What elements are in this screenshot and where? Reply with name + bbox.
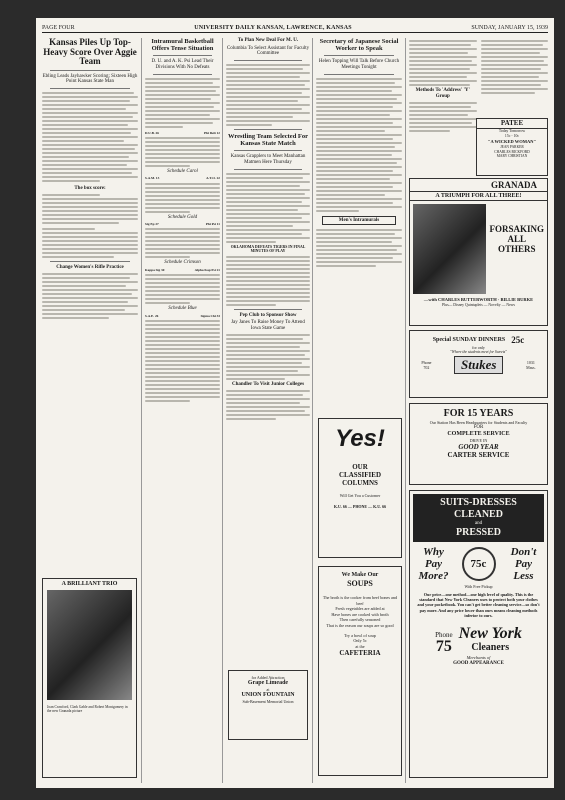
rifle-article [42, 273, 138, 319]
game-header [145, 222, 220, 226]
division-label: Schedule Crimson [164, 260, 201, 266]
cleaners-suits: SUITS-DRESSES [440, 497, 517, 508]
sunday-dinners-price: 25c [511, 335, 525, 345]
patee-star: JEAN PARKER [500, 145, 524, 149]
cleaners-phone-number: 75 [435, 638, 452, 656]
deck-japanese: Helen Topping Will Talk Before Church Meetings Tonight [318, 59, 400, 70]
cleaners-and: and [474, 521, 483, 526]
article-body [42, 92, 138, 182]
ad-line: at the [355, 643, 365, 649]
sub-headline-rifle: Change Women's Rifle Practice [56, 264, 124, 270]
ad-line: Only 5c [353, 638, 367, 644]
patee-feature: "A WICKED WOMAN" [487, 139, 537, 144]
trio-caption: Joan Crawford, Clark Gable and Robert Montgomery in the new Granada picture [47, 705, 128, 714]
ad-line: OUR [352, 463, 368, 471]
grape-limeade-ad [228, 670, 308, 740]
ad-line: Then carefully seasoned [339, 617, 381, 623]
granada-cast: —with CHARLES BUTTERWORTH · BILLIE BURKE [423, 297, 534, 302]
classified-ad [318, 418, 402, 558]
cleaners-name-2: Cleaners [471, 642, 510, 654]
page-number: PAGE FOUR [42, 24, 75, 31]
newspaper-page [36, 18, 554, 788]
ad-line: UNION FOUNTAIN [241, 692, 295, 698]
patee-star: MARY CHRISTIAN [496, 154, 528, 158]
ad-line: Try a bowl of soup [344, 632, 376, 638]
ad-line: We Make Our [341, 572, 379, 578]
granada-name: GRANADA [491, 180, 537, 190]
box-score-label: The box score: [74, 186, 106, 192]
ad-line: The broth is the cooker from beef bones and beef [322, 595, 398, 606]
sunday-dinners-for: for only [472, 345, 485, 350]
column-rule [222, 38, 223, 783]
ad-line: That is the reason our soups are so good [326, 622, 394, 628]
deck-intramural: D. U. and A. K. Psi Lead Their Divisions With No Defeats [151, 59, 214, 70]
granada-extras: Plus— Disney Quintuplets — Novelty — News [442, 303, 515, 307]
patee-star: CHARLES BICKFORD [494, 149, 530, 154]
division-label: Schedule Blue [168, 306, 197, 312]
ad-line: for Added Attraction [251, 675, 285, 680]
carter-headline: FOR 15 YEARS [443, 408, 514, 419]
deck-kansas: Ebling Leads Jayhawker Scoring; Sixteen High Point Kansas State Man [42, 73, 138, 85]
cleaners-price: 75c [462, 547, 496, 581]
cleaners-name: New York [458, 625, 522, 643]
team-name: Phi Delt 12 [203, 130, 220, 135]
carter-body: Our Station Has Been Headquarters for Students and Faculty [429, 420, 528, 425]
division-label: Schedule Gold [167, 214, 198, 220]
headline-japanese: Secretary of Japanese Social Worker to Speak [319, 38, 399, 52]
division-label: Schedule Carol [167, 168, 198, 174]
cleaners-sub: Merchants of [466, 655, 491, 661]
headline-chandler: Chandler To Visit Junior Colleges [231, 381, 305, 387]
ad-line: K.U. 66 — PHONE — K.U. 66 [333, 504, 387, 509]
ad-line: CLASSIFIED [338, 471, 381, 479]
headline-mu: To Plan New Deal For M. U. [237, 38, 299, 43]
deck-wrestling: Kansas Grapplers to Meet Manhattan Matmen Here Thursday [230, 154, 306, 165]
ad-line: Grape Limeade [247, 680, 289, 686]
headline-wrestling: Wrestling Team Selected For Kansas State Match [227, 133, 309, 148]
column-rule [312, 38, 313, 783]
patee-price: 15c - 10c [504, 134, 520, 138]
masthead [42, 23, 548, 33]
phone-label: Phone [421, 360, 432, 365]
cleaners-pressed: PRESSED [455, 527, 501, 538]
column-2 [145, 38, 220, 404]
intramural-article [145, 78, 220, 128]
methods-address-heading: Methods To 'Address' 'Y' Group [415, 88, 470, 99]
dont-pay-less: Don't Pay Less [510, 546, 537, 582]
team-name: D.U.B. 26 [145, 130, 159, 135]
carter-service-line: COMPLETE SERVICE [447, 431, 510, 437]
column-rule [141, 38, 142, 783]
game-header [145, 131, 220, 135]
granada-photo [413, 204, 486, 294]
team-name: Sig Ep 27 [145, 222, 159, 227]
column-1 [42, 38, 138, 321]
headline-kansas: Kansas Piles Up Top-Heavy Score Over Aggie Team [43, 37, 137, 66]
team-name: Alpha Kap Psi 21 [194, 268, 220, 273]
ad-line: COLUMNS [342, 479, 378, 487]
carter-drive: DRIVE IN [469, 438, 488, 443]
column-4 [316, 38, 402, 269]
game-header [145, 268, 220, 272]
carter-for: FOR [473, 425, 484, 430]
mens-intramurals-label: Men's Intramurals [322, 216, 396, 226]
why-pay-more: Why Pay More? [418, 546, 449, 582]
cafeteria-soup-ad [318, 566, 402, 776]
team-name: Phi Psi 11 [205, 222, 220, 227]
ad-line: CAFETERIA [339, 649, 381, 658]
stukes-slogan: "Where the students meet for Sweets" [450, 350, 507, 354]
address-street: Mass. [526, 365, 536, 370]
stukes-ad [409, 330, 548, 398]
cleaners-body: Our price—one method—one high level of quality. This is the standard that New York Cleaners uses to protect both your clothes and your pocketbook. You can't get better cleaning service—so don't pay more. And any price lower than ours means cleaning methods inferior to ours. [417, 592, 540, 618]
ad-line: Sub-Basement Memorial Union [242, 699, 294, 704]
headline-intramural: Intramural Basketball Offers Tense Situation [151, 38, 214, 52]
team-name: Kappa Sig 30 [145, 268, 165, 273]
ad-line: Fresh vegetables are added at [335, 606, 385, 612]
deck-mu: Columbia To Select Assistant for Faculty Committee [226, 45, 310, 57]
goodyear-logo: GOOD YEAR [458, 443, 499, 451]
stukes-logo: Stukes [454, 356, 503, 374]
granada-feature-title: FORSAKING ALL OTHERS [489, 224, 544, 254]
ad-line: at [266, 687, 270, 692]
headline-pep-club: Pep Club to Sponsor Show [239, 312, 297, 318]
deck-pep-club: Jay Janes To Raise Money To Attend Iowa State Game [231, 320, 305, 331]
new-york-cleaners-ad [409, 490, 548, 778]
ad-line: Will Get You a Customer [339, 493, 381, 498]
cleaners-pickup: With Free Pickup [464, 584, 493, 589]
carter-service-ad [409, 403, 548, 485]
team-name: S.A.E. 26 [145, 314, 159, 319]
granada-tagline: A TRIUMPH FOR ALL THREE! [410, 191, 547, 201]
cleaners-cleaned: CLEANED [454, 509, 503, 520]
sunday-dinners-label: Special SUNDAY DINNERS [432, 337, 506, 343]
cleaners-phone-word: Phone [435, 631, 453, 640]
trio-photo [47, 590, 132, 700]
patee-theater-ad [476, 118, 548, 176]
ad-line: Have bones are cooked with broth [331, 611, 389, 617]
ad-line: SOUPS [347, 579, 373, 588]
phone-number: 702 [423, 365, 430, 370]
patee-days: Today Tomorrow [498, 129, 526, 133]
issue-date: SUNDAY, JANUARY 15, 1939 [471, 24, 548, 31]
team-name: Sigma Chi 33 [200, 314, 220, 319]
brilliant-trio-photo-box [42, 578, 137, 778]
game-header [145, 176, 220, 180]
trio-headline: A BRILLIANT TRIO [61, 581, 118, 587]
cleaners-sub-2: GOOD APPEARANCE [453, 661, 504, 667]
address-number: 1031 [526, 360, 535, 365]
carter-station-name: CARTER SERVICE [447, 451, 510, 459]
game-header [145, 314, 220, 318]
column-rule [405, 38, 406, 783]
final-standings-heading: OKLAHOMA DEFEATS TIGERS IN FINAL MINUTES OF PLAY [230, 244, 306, 254]
box-score-table [42, 194, 138, 258]
column-3 [226, 38, 310, 422]
paper-title: UNIVERSITY DAILY KANSAN, LAWRENCE, KANSAS [194, 24, 352, 31]
patee-title: PATEE [477, 119, 547, 129]
team-name: A.T.O. 22 [206, 176, 220, 181]
team-name: S.A.M. 13 [145, 176, 160, 181]
granada-ad [409, 178, 548, 326]
yes-text: Yes! [335, 425, 385, 452]
